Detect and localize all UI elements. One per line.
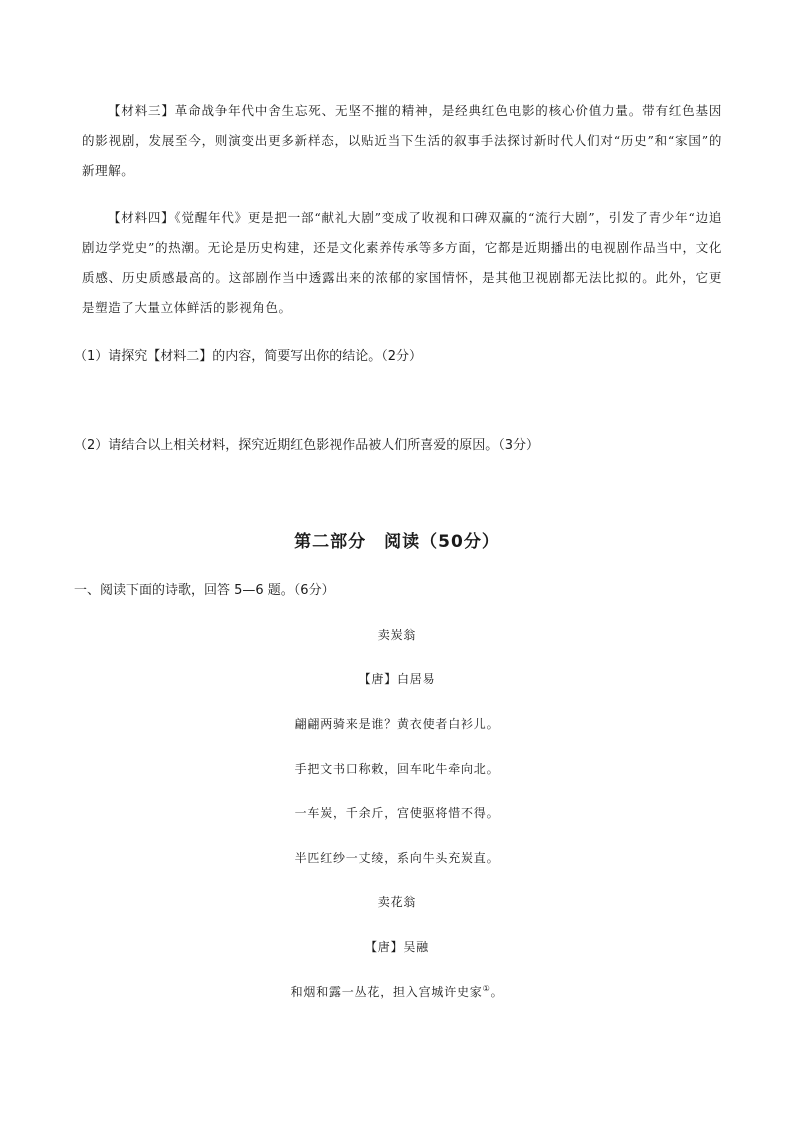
poem1-line: 翩翩两骑来是谁？黄衣使者白衫儿。 <box>294 717 500 731</box>
question-1: （1）请探究【材料二】的内容，简要写出你的结论。（2分） <box>74 349 423 364</box>
question-2: （2）请结合以上相关材料，探究近期红色影视作品被人们所喜爱的原因。（3分） <box>74 438 540 453</box>
poem2-title: 卖花翁 <box>377 895 417 909</box>
section-title: 第二部分 阅读（50分） <box>294 532 500 552</box>
poem1-line: 手把文书口称敕，回车叱牛牵向北。 <box>294 762 500 776</box>
reading-instruction: 一、阅读下面的诗歌，回答 5—6 题。（6分） <box>74 583 335 598</box>
poem1-line: 一车炭，千余斤，宫使驱将惜不得。 <box>294 806 500 820</box>
footnote-marker: ① <box>482 984 491 993</box>
poem1-author: 【唐】白居易 <box>358 672 436 686</box>
material-four-paragraph: 【材料四】《觉醒年代》更是把一部“献礼大剧”变成了收视和口碑双赢的“流行大剧”，引发了青少年“边追剧边学党史”的热潮。无论是历史构建，还是文化素养传承等多方面，它都是近期播出的电视剧作品当中，文化质感、历史质感最高的。这部剧作当中透露出来的浓郁的家国情怀，是其他卫视剧都无法比拟的。此外，它更是塑造了大量立体鲜活的影视角色。 <box>82 210 722 315</box>
poem1-line: 半匹红纱一丈绫，系向牛头充炭直。 <box>294 851 500 865</box>
poem2-line-text: 和烟和露一丛花，担入宫城许史家 <box>290 985 483 999</box>
poem1-title: 卖炭翁 <box>377 628 417 642</box>
poem2-author: 【唐】吴融 <box>364 940 429 954</box>
poem2-line-end: 。 <box>490 985 504 999</box>
material-three-paragraph: 【材料三】革命战争年代中舍生忘死、无坚不摧的精神，是经典红色电影的核心价值力量。带有红色基因的影视剧，发展至今，则演变出更多新样态，以贴近当下生活的叙事手法探讨新时代人们对“历史”和“家国”的新理解。 <box>82 103 722 178</box>
poem2-line <box>0 983 794 1000</box>
